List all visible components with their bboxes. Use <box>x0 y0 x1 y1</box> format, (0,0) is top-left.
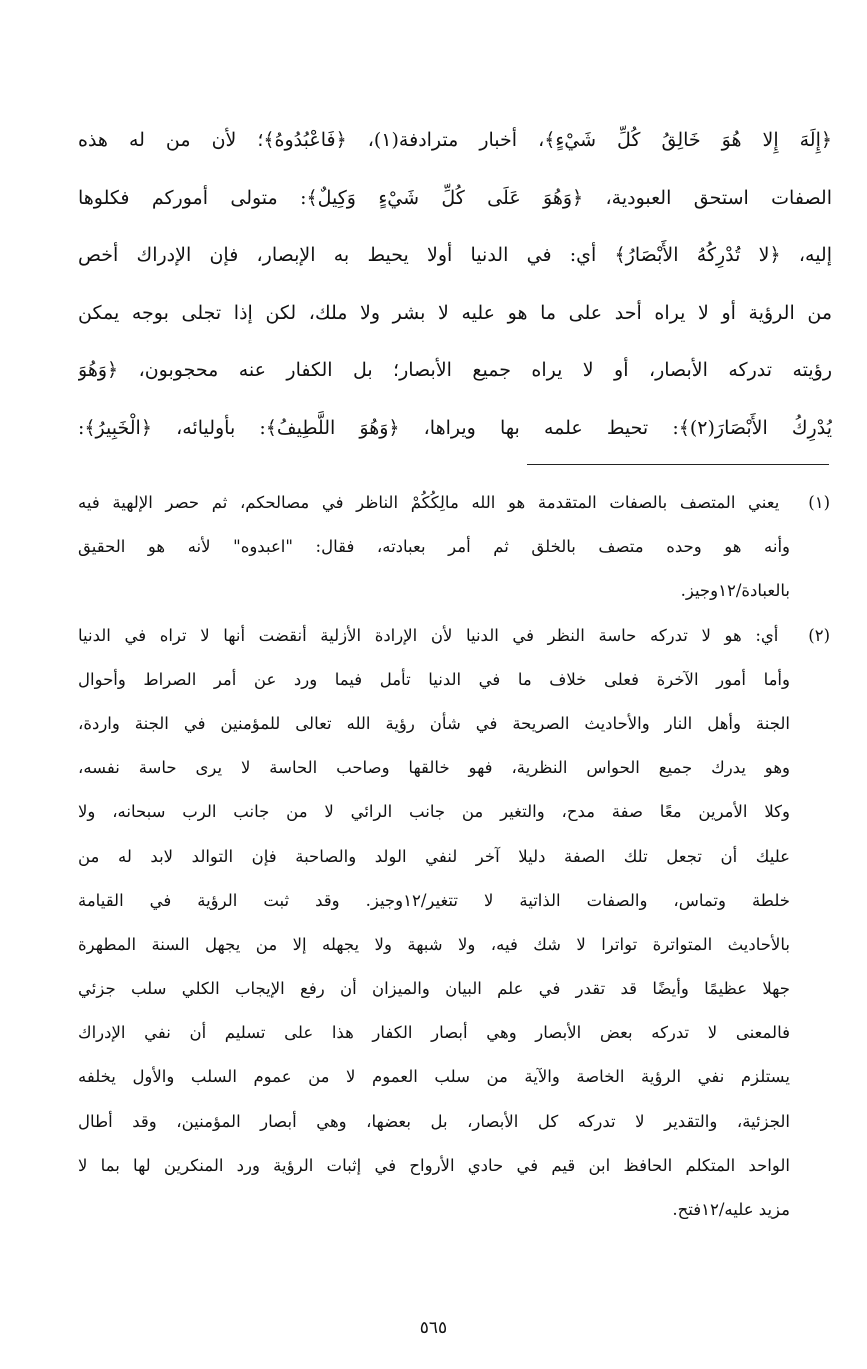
main-text-block <box>78 112 832 457</box>
footnote-line: فالمعنى لا تدركه بعض الأبصار وهي أبصار الكفار هذا على تسليم أن نفي الإدراك <box>78 1023 790 1043</box>
footnote-line: وأنه هو وحده متصف بالخلق ثم أمر بعبادته، فقال: "اعبدوه" لأنه هو الحقيق <box>78 537 790 557</box>
footnote-line: بالعبادة/١٢وجيز. <box>680 581 790 601</box>
page-number: ٥٦٥ <box>419 1318 448 1338</box>
footnote-line: بالأحاديث المتواترة تواترا لا شك فيه، ولا شبهة ولا يجهله إلا من يجهل السنة المطهرة <box>78 934 790 954</box>
footnote-number: (١) <box>808 493 830 512</box>
footnote-line: وكلا الأمرين معًا صفة مدح، والتغير من جانب الرائي لا من جانب الرب سبحانه، ولا <box>78 802 790 822</box>
footnote-line: مزيد عليه/١٢فتح. <box>672 1200 790 1219</box>
footnote-number: (٢) <box>808 625 830 645</box>
footnote-line <box>78 614 830 658</box>
footnote-line: الجزئية، والتقدير لا تدركه كل الأبصار، بل بعضها، وهي أبصار المؤمنين، وقد أطال <box>78 1111 790 1131</box>
footnote-line: يستلزم نفي الرؤية الخاصة والآية من سلب العموم لا من عموم السلب والأول يخلفه <box>78 1067 790 1087</box>
footnote-divider <box>527 464 829 465</box>
footnote-text: أي: هو لا تدركه حاسة النظر في الدنيا لأن الإرادة الأزلية أنقضت أنها لا تراه في الدنيا <box>78 625 779 645</box>
footnote-line: الواحد المتكلم الحافظ ابن قيم في حادي الأرواح في إثبات الرؤية ورد المنكرين لها بما لا <box>78 1155 790 1175</box>
footnotes-block <box>78 481 830 1232</box>
footnote-line: الجنة وأهل النار والأحاديث الصريحة في شأن رؤية الله تعالى للمؤمنين في الجنة واردة، <box>78 713 790 733</box>
footnote-line <box>78 481 830 525</box>
main-text-line: من الرؤية أو لا يراه أحد على ما هو عليه لا بشر ولا ملك، لكن إذا تجلى بوجه يمكن <box>78 301 832 324</box>
main-text-line: يُدْرِكُ الأَبْصَارَ(٢)﴾: تحيط علمه بها ويراها، ﴿وَهُوَ اللَّطِيفُ﴾: بأوليائه، ﴿الْخَبِيرُ﴾: <box>78 416 832 439</box>
main-text-line: ﴿إِلَهَ إِلا هُوَ خَالِقُ كُلِّ شَيْءٍ﴾، أخبار مترادفة(١)، ﴿فَاعْبُدُوهُ﴾؛ لأن من له هذه <box>78 129 832 151</box>
footnote-line: جهلا عظيمًا وأيضًا قد تقدر في علم البيان والميزان أن رفع الإيجاب الكلي سلب جزئي <box>78 979 790 999</box>
footnote-text: يعني المتصف بالصفات المتقدمة هو الله مالِكُكُمْ الناظر في مصالحكم، ثم حصر الإلهية فيه <box>78 493 780 512</box>
main-text-line: رؤيته تدركه الأبصار، أو لا يراه جميع الأبصار؛ بل الكفار عنه محجوبون، ﴿وَهُوَ <box>78 359 832 381</box>
footnote-line: وأما أمور الآخرة فعلى خلاف ما في الدنيا تأمل فيما ورد عن أمر الصراط وأحوال <box>78 669 790 689</box>
footnote-line: عليك أن تجعل تلك الصفة دليلا آخر لنفي الولد والصاحبة فإن التوالد لابد له من <box>78 846 790 866</box>
footnote-line: خلطة وتماس، والصفات الذاتية لا تتغير/١٢وجيز. وقد ثبت الرؤية في القيامة <box>78 890 791 910</box>
main-text-line: إليه، ﴿لا تُدْرِكُهُ الأَبْصَارُ﴾ أي: في الدنيا أولا يحيط به الإبصار، فإن الإدراك أخص <box>78 244 832 266</box>
main-text-line: الصفات استحق العبودية، ﴿وَهُوَ عَلَى كُلِّ شَيْءٍ وَكِيلٌ﴾: متولى أموركم فكلوها <box>78 186 832 209</box>
footnote-line: وهو يدرك جميع الحواس النظرية، فهو خالقها وصاحب الحاسة لا يرى حاسة نفسه، <box>78 758 790 778</box>
